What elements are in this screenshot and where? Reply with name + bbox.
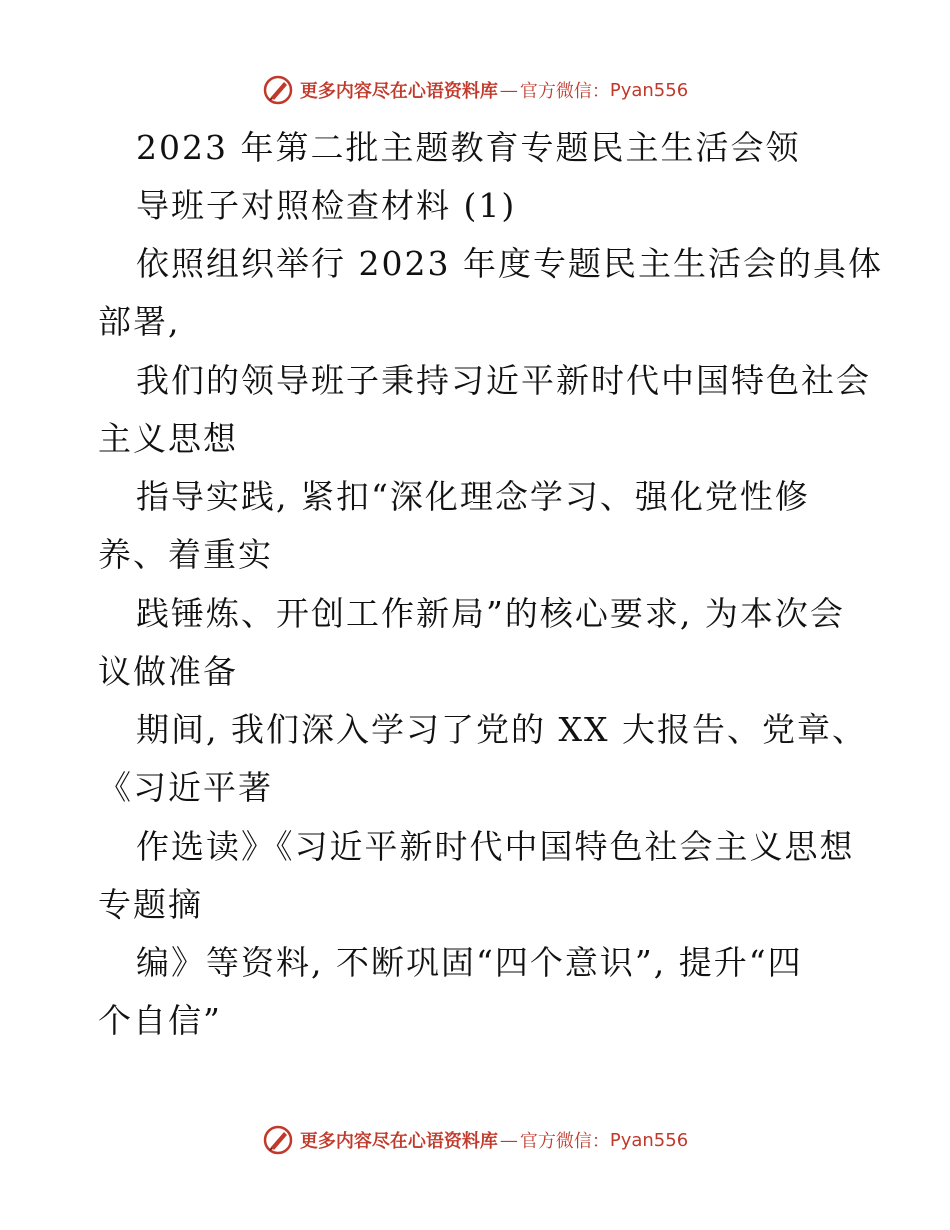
header-watermark	[0, 70, 950, 110]
title-line-1: 2023 年第二批主题教育专题民主生活会领	[136, 128, 801, 167]
pen-logo-icon	[262, 74, 294, 106]
watermark-label: 官方微信：	[519, 81, 610, 102]
body-line: 专题摘	[98, 885, 203, 924]
body-line: 养、着重实	[98, 535, 273, 574]
body-line: 践锤炼、开创工作新局”的核心要求, 为本次会	[136, 594, 845, 633]
body-line: 《习近平著	[98, 768, 273, 807]
body-line: 主义思想	[98, 419, 238, 458]
watermark-text: 更多内容尽在心语资料库	[299, 81, 498, 102]
body-line: 指导实践, 紧扣“深化理念学习、强化党性修	[136, 477, 810, 516]
body-line: 依照组织举行 2023 年度专题民主生活会的具体	[136, 244, 883, 283]
footer-watermark	[0, 1120, 950, 1160]
watermark-text: 更多内容尽在心语资料库	[299, 1131, 498, 1152]
pen-logo-icon	[262, 1124, 294, 1156]
body-line: 编》等资料, 不断巩固“四个意识”, 提升“四	[136, 943, 803, 982]
watermark-label: 官方微信：	[519, 1131, 610, 1152]
body-line: 议做准备	[98, 652, 238, 691]
watermark-account: Pyan556	[609, 1129, 689, 1151]
title-line-2: 导班子对照检查材料 (1)	[136, 186, 517, 225]
body-line: 作选读》《习近平新时代中国特色社会主义思想	[136, 827, 855, 866]
watermark-dash: —	[499, 79, 518, 101]
watermark-account: Pyan556	[609, 79, 689, 101]
body-line: 期间, 我们深入学习了党的 XX 大报告、党章、	[136, 710, 867, 749]
body-line: 个自信”	[98, 1001, 222, 1040]
body-line: 我们的领导班子秉持习近平新时代中国特色社会	[136, 361, 871, 400]
body-line: 部署,	[98, 302, 181, 341]
watermark-dash: —	[499, 1129, 518, 1151]
